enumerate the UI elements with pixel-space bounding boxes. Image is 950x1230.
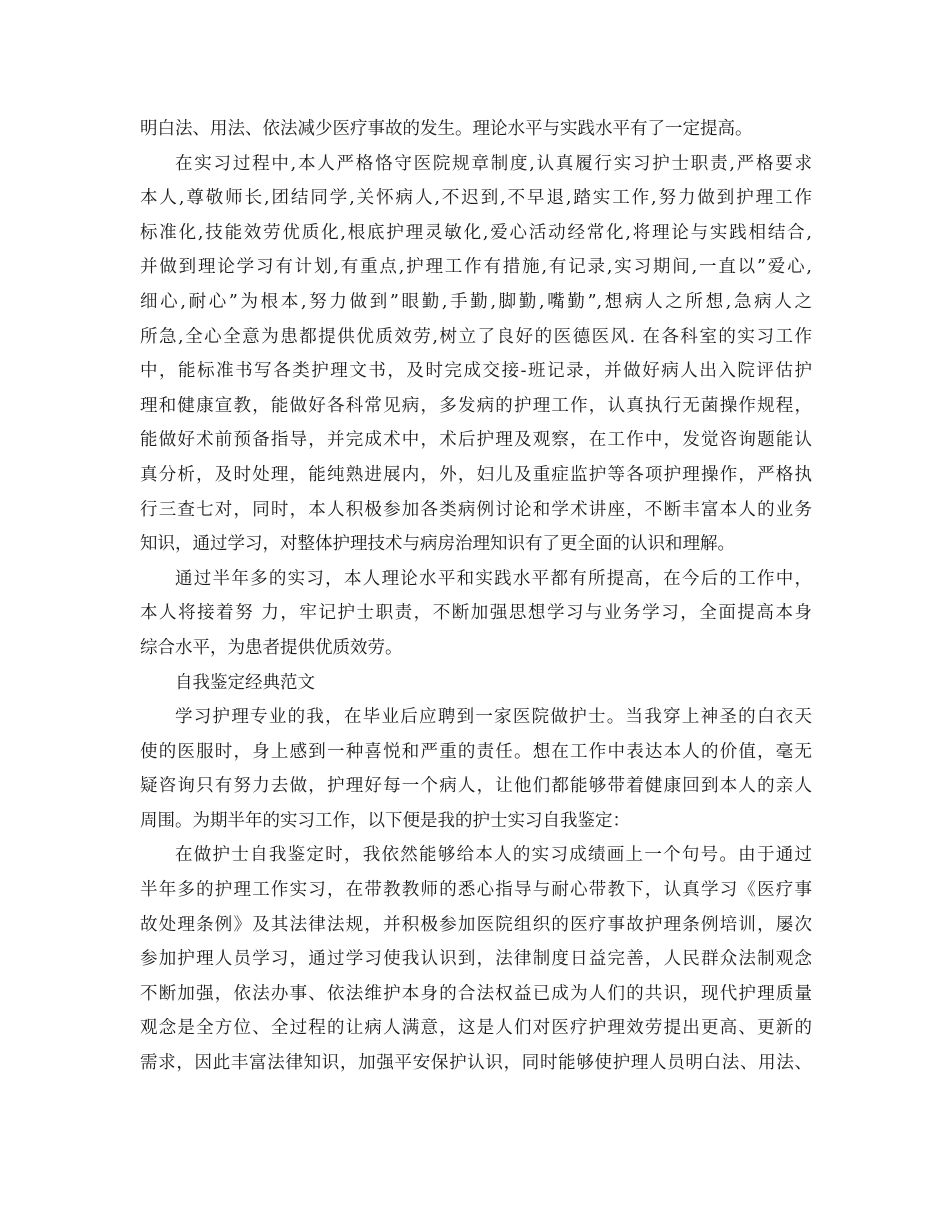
text-line: 知识，通过学习，对整体护理技术与病房治理知识有了更全面的认识和理解。 bbox=[140, 534, 735, 555]
text-line: 综合水平，为患者提供优质效劳。 bbox=[140, 637, 403, 658]
text-line: 故处理条例》及其法律法规，并积极参加医院组织的医疗事故护理条例培训，屡次 bbox=[140, 914, 812, 935]
text-line: 疑咨询只有努力去做，护理好每一个病人，让他们都能够带着健康回到本人的亲人 bbox=[140, 776, 812, 797]
text-line: 不断加强，依法办事、依法维护本身的合法权益已成为人们的共识，现代护理质量 bbox=[140, 983, 812, 1004]
text-line: 通过半年多的实习，本人理论水平和实践水平都有所提高，在今后的工作中， bbox=[175, 568, 812, 589]
text-line: 本人将接着努 力，牢记护士职责，不断加强思想学习与业务学习，全面提高本身 bbox=[140, 603, 812, 624]
text-line: 半年多的护理工作实习，在带教教师的悉心指导与耐心带教下，认真学习《医疗事 bbox=[140, 880, 812, 901]
text-line: 学习护理专业的我，在毕业后应聘到一家医院做护士。当我穿上神圣的白衣天 bbox=[175, 707, 812, 728]
text-line: 所急,全心全意为患都提供优质效劳,树立了良好的医德医风. 在各科室的实习工作 bbox=[140, 326, 812, 347]
text-line: 并做到理论学习有计划,有重点,护理工作有措施,有记录,实习期间,一直以”爱心, bbox=[140, 257, 812, 278]
text-line: 明白法、用法、依法减少医疗事故的发生。理论水平与实践水平有了一定提高。 bbox=[140, 119, 753, 139]
text-line: 标准化,技能效劳优质化,根底护理灵敏化,爱心活动经常化,将理论与实践相结合, bbox=[140, 222, 812, 243]
text-line: 真分析，及时处理，能纯熟进展内，外，妇儿及重症监护等各项护理操作，严格执 bbox=[140, 464, 812, 485]
text-line: 中，能标准书写各类护理文书，及时完成交接-班记录，并做好病人出入院评估护 bbox=[140, 361, 812, 382]
text-line: 周围。为期半年的实习工作，以下便是我的护士实习自我鉴定： bbox=[140, 810, 630, 831]
text-line: 行三查七对，同时，本人积极参加各类病例讨论和学术讲座，不断丰富本人的业务 bbox=[140, 499, 812, 520]
text-line: 观念是全方位、全过程的让病人满意，这是人们对医疗护理效劳提出更高、更新的 bbox=[140, 1018, 812, 1039]
text-line: 在实习过程中,本人严格恪守医院规章制度,认真履行实习护士职责,严格要求 bbox=[175, 153, 812, 174]
text-line: 细心,耐心”为根本,努力做到”眼勤,手勤,脚勤,嘴勤”,想病人之所想,急病人之 bbox=[140, 291, 812, 312]
text-line: 使的医服时，身上感到一种喜悦和严重的责任。想在工作中表达本人的价值，毫无 bbox=[140, 741, 812, 762]
document-page bbox=[140, 112, 812, 1081]
text-line: 理和健康宣教，能做好各科常见病，多发病的护理工作，认真执行无菌操作规程， bbox=[140, 395, 812, 416]
text-line: 在做护士自我鉴定时，我依然能够给本人的实习成绩画上一个句号。由于通过 bbox=[175, 845, 812, 866]
text-line: 能做好术前预备指导，并完成术中，术后护理及观察，在工作中，发觉咨询题能认 bbox=[140, 430, 812, 451]
text-line: 本人,尊敬师长,团结同学,关怀病人,不迟到,不早退,踏实工作,努力做到护理工作 bbox=[140, 188, 812, 209]
text-line: 自我鉴定经典范文 bbox=[175, 672, 315, 693]
text-line: 需求，因此丰富法律知识，加强平安保护认识，同时能够使护理人员明白法、用法、 bbox=[140, 1053, 812, 1074]
text-line: 参加护理人员学习，通过学习使我认识到，法律制度日益完善，人民群众法制观念 bbox=[140, 949, 812, 970]
